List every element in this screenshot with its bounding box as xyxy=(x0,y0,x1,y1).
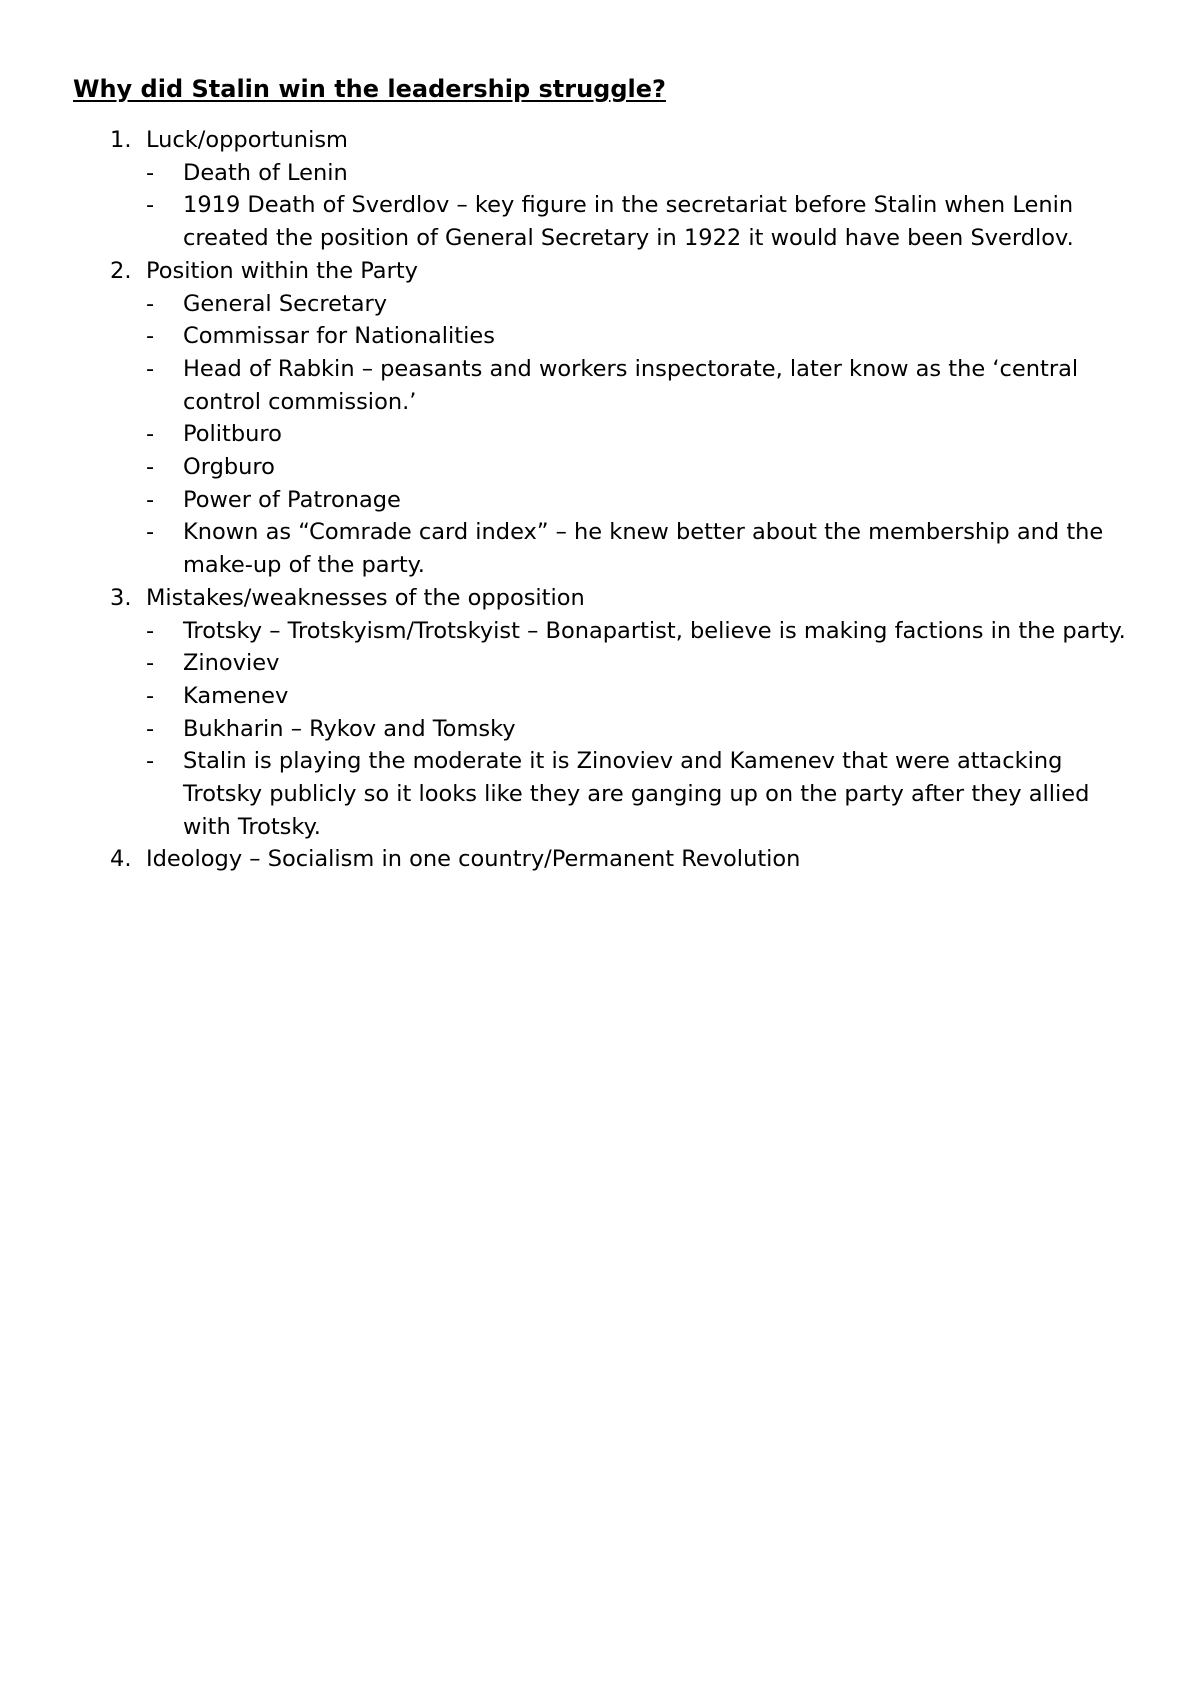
bullet-text: Kamenev xyxy=(183,682,289,709)
outline-section xyxy=(0,124,1200,255)
bullet-text: Zinoviev xyxy=(183,650,280,677)
dash-bullet: - xyxy=(146,421,155,448)
section-number: 4. xyxy=(110,846,132,873)
document-title: Why did Stalin win the leadership struggle? xyxy=(73,75,666,103)
bullet-item xyxy=(0,189,1200,254)
bullet-list xyxy=(0,288,1200,582)
bullet-text: Orgburo xyxy=(183,454,275,481)
bullet-item xyxy=(0,647,1200,680)
dash-bullet: - xyxy=(146,323,155,350)
section-heading-text: Ideology – Socialism in one country/Permanent Revolution xyxy=(146,846,801,873)
bullet-item xyxy=(0,516,1200,581)
dash-bullet: - xyxy=(146,617,155,644)
numbered-outline xyxy=(0,124,1200,876)
section-heading-text: Position within the Party xyxy=(146,257,418,284)
bullet-list xyxy=(0,615,1200,844)
bullet-text: General Secretary xyxy=(183,290,388,317)
dash-bullet: - xyxy=(146,715,155,742)
bullet-item xyxy=(0,484,1200,517)
bullet-item xyxy=(0,320,1200,353)
bullet-text: 1919 Death of Sverdlov – key figure in the secretariat before Stalin when Lenin created the position of General Secretary in 1922 it would have been Sverdlov. xyxy=(183,192,1074,252)
bullet-item xyxy=(0,418,1200,451)
section-heading-text: Luck/opportunism xyxy=(146,127,348,153)
bullet-item xyxy=(0,451,1200,484)
section-number: 1. xyxy=(110,127,132,153)
section-number: 2. xyxy=(110,257,132,284)
dash-bullet: - xyxy=(146,486,155,513)
bullet-item xyxy=(0,680,1200,713)
bullet-list xyxy=(0,157,1200,255)
bullet-item xyxy=(0,353,1200,418)
section-heading xyxy=(0,582,1200,615)
outline-section xyxy=(0,843,1200,876)
bullet-text: Stalin is playing the moderate it is Zinoviev and Kamenev that were attacking Trotsky publicly so it looks like they are ganging up on the party after they allied with Trotsky. xyxy=(183,748,1090,840)
dash-bullet: - xyxy=(146,159,155,186)
bullet-text: Trotsky – Trotskyism/Trotskyist – Bonapartist, believe is making factions in the party. xyxy=(183,617,1126,644)
bullet-item xyxy=(0,288,1200,321)
bullet-text: Bukharin – Rykov and Tomsky xyxy=(183,715,516,742)
outline-section xyxy=(0,582,1200,844)
dash-bullet: - xyxy=(146,192,155,219)
section-heading-text: Mistakes/weaknesses of the opposition xyxy=(146,584,585,611)
bullet-text: Politburo xyxy=(183,421,282,448)
section-heading xyxy=(0,255,1200,288)
dash-bullet: - xyxy=(146,519,155,546)
dash-bullet: - xyxy=(146,355,155,382)
dash-bullet: - xyxy=(146,290,155,317)
dash-bullet: - xyxy=(146,650,155,677)
section-heading xyxy=(0,124,1200,157)
outline-section xyxy=(0,255,1200,582)
dash-bullet: - xyxy=(146,454,155,481)
bullet-text: Head of Rabkin – peasants and workers inspectorate, later know as the ‘central control commission.’ xyxy=(183,355,1079,415)
section-heading xyxy=(0,843,1200,876)
bullet-text: Known as “Comrade card index” – he knew better about the membership and the make-up of the party. xyxy=(183,519,1104,579)
section-number: 3. xyxy=(110,584,132,611)
bullet-text: Commissar for Nationalities xyxy=(183,323,495,350)
bullet-text: Power of Patronage xyxy=(183,486,401,513)
dash-bullet: - xyxy=(146,748,155,775)
bullet-item xyxy=(0,713,1200,746)
dash-bullet: - xyxy=(146,682,155,709)
bullet-item xyxy=(0,615,1200,648)
bullet-item xyxy=(0,745,1200,843)
bullet-item xyxy=(0,157,1200,190)
bullet-text: Death of Lenin xyxy=(183,159,348,186)
